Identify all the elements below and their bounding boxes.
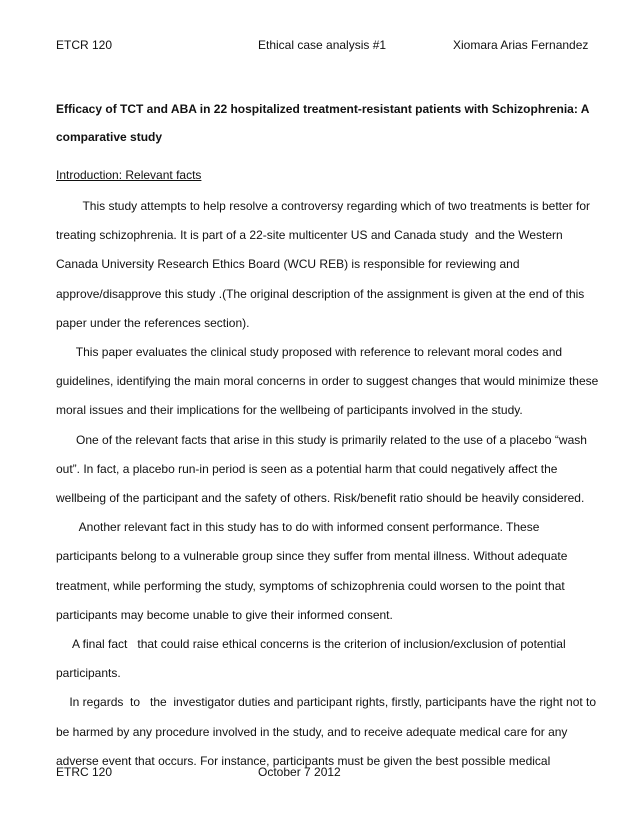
body-line: guidelines, identifying the main moral concerns in order to suggest changes that would minimize these <box>56 374 599 389</box>
body-line: participants. <box>56 666 121 681</box>
body-line: This paper evaluates the clinical study proposed with reference to relevant moral codes and <box>56 345 563 359</box>
body-line: adverse event that occurs. For instance, participants must be given the best possible medical <box>56 753 551 768</box>
header-course: ETCR 120 <box>56 38 113 52</box>
body-line: Another relevant fact in this study has to do with informed consent performance. These <box>56 520 540 535</box>
body-line: wellbeing of the participant and the safety of others. Risk/benefit ratio should be heavily considered. <box>56 491 585 505</box>
section-heading: Introduction: Relevant facts <box>56 168 202 182</box>
footer-date: October 7 2012 <box>258 765 341 779</box>
body-line: Canada University Research Ethics Board (WCU REB) is responsible for reviewing and <box>56 257 520 272</box>
body-line: moral issues and their implications for the wellbeing of participants involved in the study. <box>56 403 523 418</box>
body-line: approve/disapprove this study .(The original description of the assignment is given at the end of this <box>56 286 585 301</box>
body-line: treating schizophrenia. It is part of a 22-site multicenter US and Canada study and the Western <box>56 228 563 243</box>
document-title: Efficacy of TCT and ABA in 22 hospitalized treatment-resistant patients with Schizophrenia: A comparative study <box>56 102 589 144</box>
body-line: be harmed by any procedure involved in the study, and to receive adequate medical care for any <box>56 724 568 739</box>
body-line: participants belong to a vulnerable group since they suffer from mental illness. Without adequate <box>56 549 568 564</box>
header-author: Xiomara Arias Fernandez <box>453 38 589 52</box>
body-line: paper under the references section). <box>56 315 250 330</box>
header-title: Ethical case analysis #1 <box>258 38 387 52</box>
body-line: treatment, while performing the study, symptoms of schizophrenia could worsen to the point that <box>56 578 565 593</box>
body-line: In regards to the investigator duties and participant rights, firstly, participants have the right not to <box>56 695 597 710</box>
body-line: participants may become unable to give their informed consent. <box>56 607 393 622</box>
body-line: This study attempts to help resolve a controversy regarding which of two treatments is better for <box>56 199 591 213</box>
body-line: A final fact that could raise ethical concerns is the criterion of inclusion/exclusion of potential <box>56 637 566 651</box>
body-line: One of the relevant facts that arise in this study is primarily related to the use of a placebo “wash <box>56 432 587 447</box>
footer-course: ETRC 120 <box>56 765 113 779</box>
body-line: out”. In fact, a placebo run-in period is seen as a potential harm that could negatively affect the <box>56 461 558 476</box>
